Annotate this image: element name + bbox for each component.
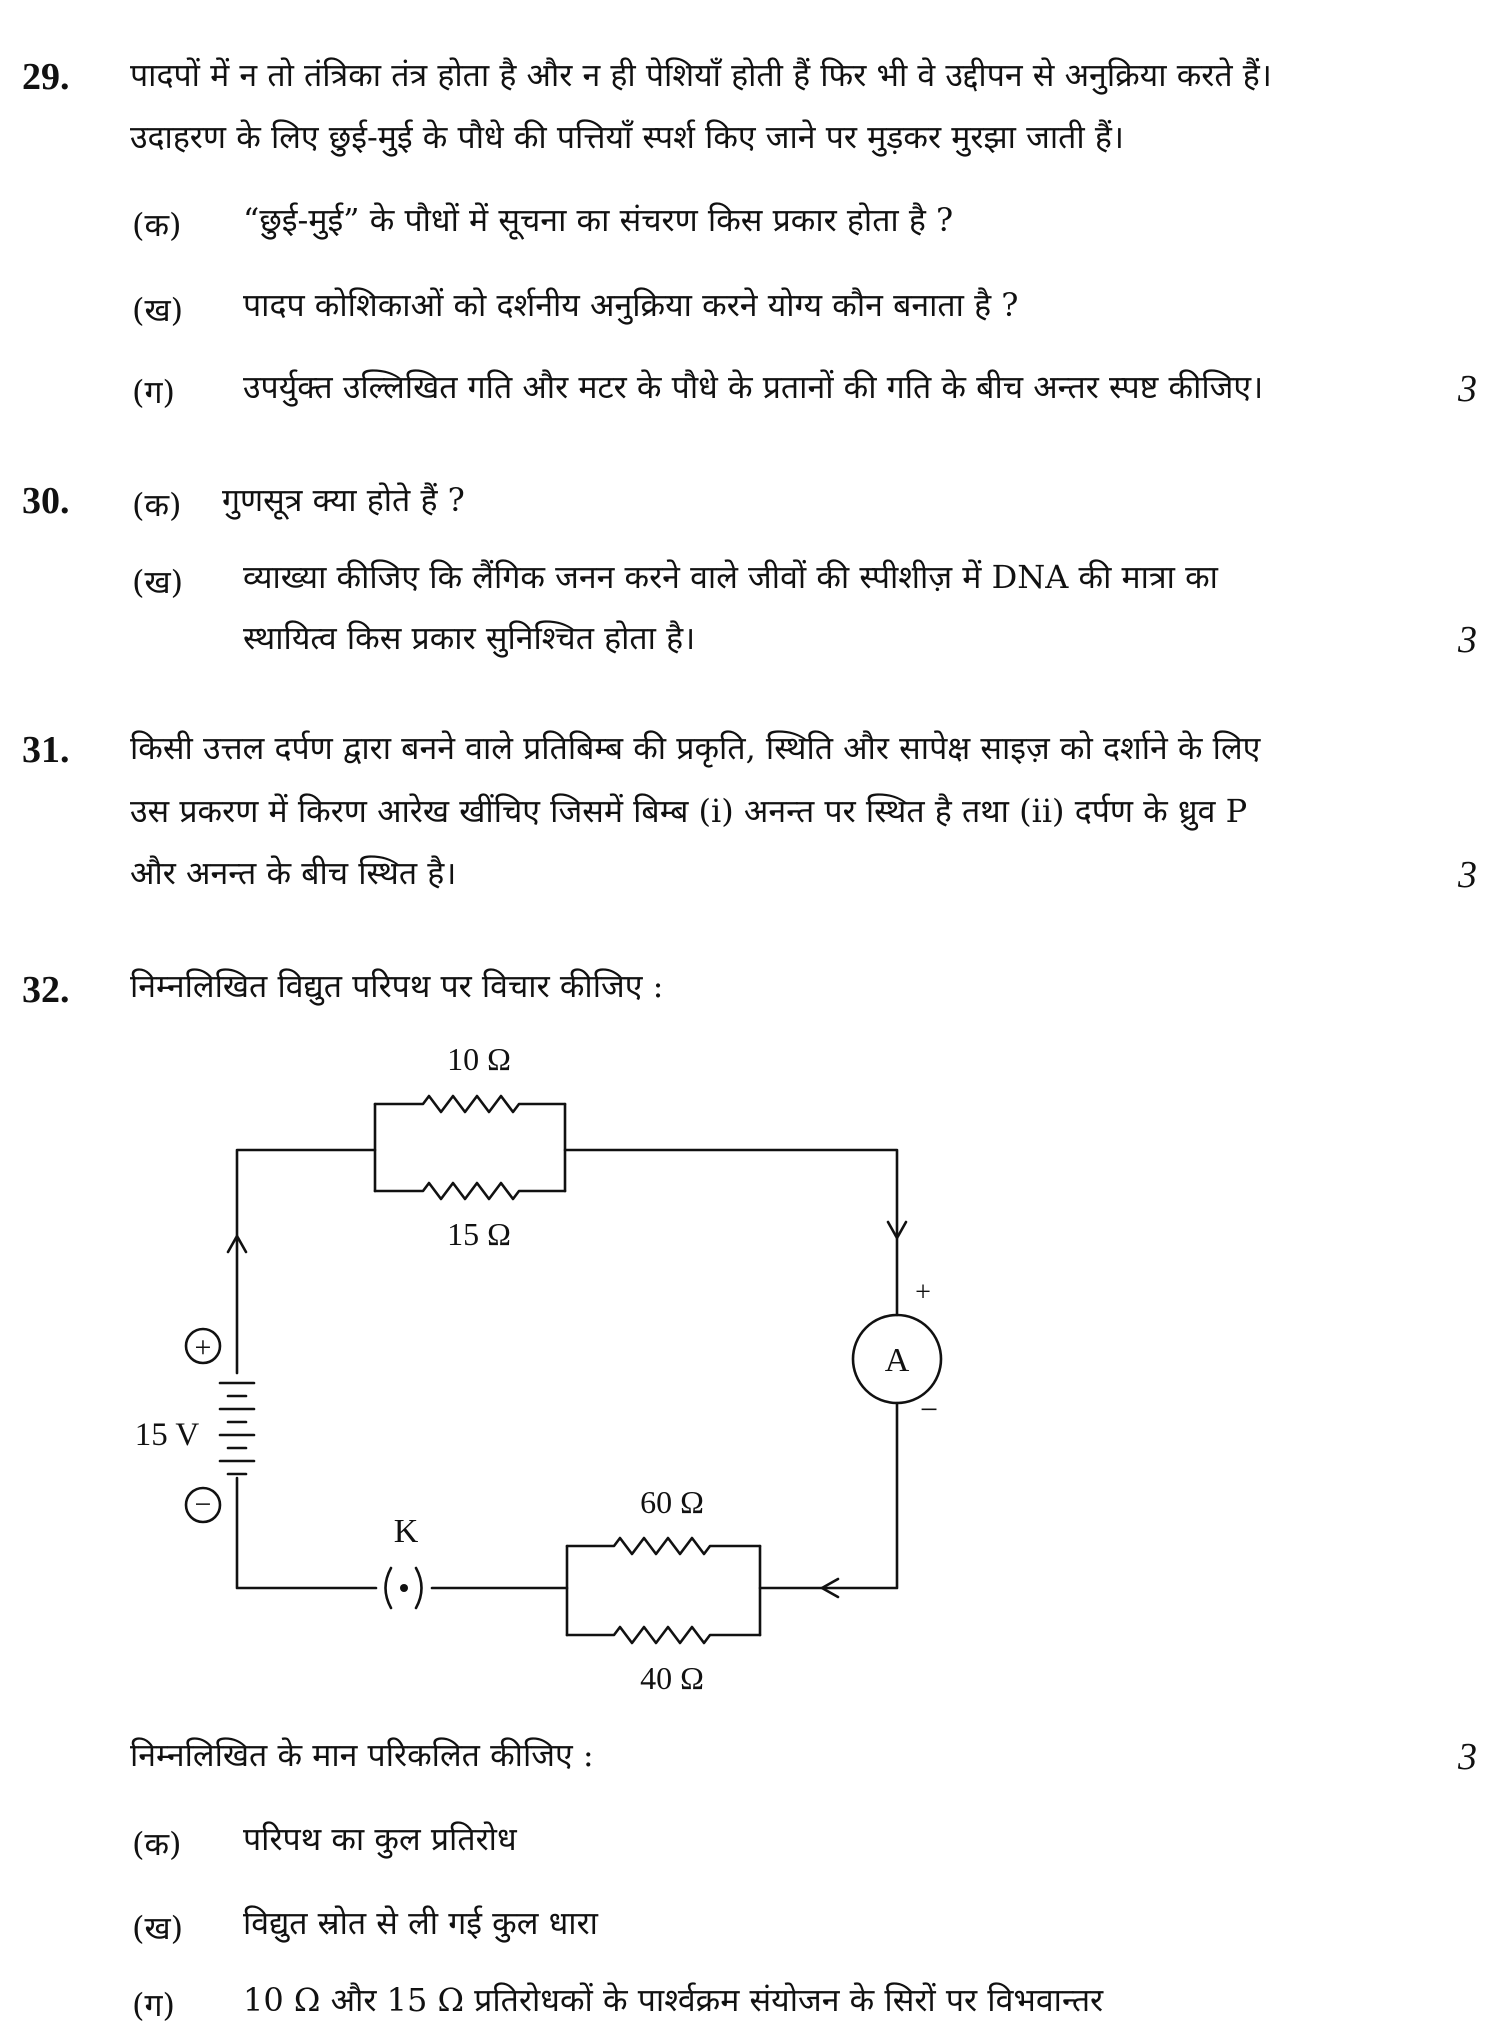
part-text: विद्युत स्रोत से ली गई कुल धारा	[243, 1904, 598, 1942]
resistor-label: 10 Ω	[447, 1041, 511, 1077]
wire	[760, 1403, 897, 1588]
question-text: उदाहरण के लिए छुई-मुई के पौधे की पत्तियाँ स्पर्श किए जाने पर मुड़कर मुरझा जाती हैं।	[130, 118, 1124, 156]
part-text: परिपथ का कुल प्रतिरोध	[243, 1820, 517, 1858]
key	[386, 1568, 392, 1608]
wire	[237, 1478, 376, 1588]
ammeter-label: A	[884, 1342, 910, 1379]
part-label: (ख)	[132, 291, 184, 329]
part-text: पादप कोशिकाओं को दर्शनीय अनुक्रिया करने योग्य कौन बनाता है ?	[243, 286, 1019, 324]
resistor-10-ohm	[375, 1096, 565, 1112]
part-text: उपर्युक्त उल्लिखित गति और मटर के पौधे के प्रतानों की गति के बीच अन्तर स्पष्ट कीजिए।	[243, 368, 1264, 406]
battery-plus-sign: +	[194, 1331, 212, 1364]
part-text: गुणसूत्र क्या होते हैं ?	[222, 481, 465, 519]
part-label: (ख)	[132, 1909, 184, 1947]
marks: 3	[1458, 619, 1477, 661]
part-label: (क)	[132, 1825, 182, 1863]
marks: 3	[1458, 368, 1477, 410]
question-number: 32.	[22, 969, 70, 1011]
key-label: K	[393, 1513, 419, 1550]
question-text: निम्नलिखित विद्युत परिपथ पर विचार कीजिए :	[130, 967, 664, 1005]
part-label: (ख)	[132, 563, 184, 601]
question-text: निम्नलिखित के मान परिकलित कीजिए :	[130, 1736, 594, 1774]
wire	[565, 1150, 897, 1315]
question-number: 31.	[22, 729, 70, 771]
battery-minus-sign: −	[194, 1488, 212, 1521]
ammeter-minus-sign: −	[919, 1391, 939, 1427]
part-label: (क)	[132, 206, 182, 244]
part-label: (ग)	[132, 373, 175, 411]
part-text: 10 Ω और 15 Ω प्रतिरोधकों के पार्श्वक्रम संयोजन के सिरों पर विभवान्तर	[243, 1981, 1104, 2019]
question-number: 29.	[22, 56, 70, 98]
marks: 3	[1458, 854, 1477, 896]
key-dot	[400, 1584, 408, 1592]
question-text: किसी उत्तल दर्पण द्वारा बनने वाले प्रतिबिम्ब की प्रकृति, स्थिति और सापेक्ष साइज़ को दर्शाने के लिए	[130, 729, 1261, 767]
resistor-60-ohm	[567, 1538, 760, 1554]
question-number: 30.	[22, 480, 70, 522]
resistor-15-ohm	[375, 1183, 565, 1199]
question-text: और अनन्त के बीच स्थित है।	[130, 854, 457, 892]
part-text: व्याख्या कीजिए कि लैंगिक जनन करने वाले जीवों की स्पीशीज़ में DNA की मात्रा का	[243, 558, 1218, 596]
resistor-40-ohm	[567, 1627, 760, 1643]
part-label: (क)	[132, 486, 182, 524]
part-label: (ग)	[132, 1986, 175, 2024]
resistor-label: 60 Ω	[640, 1484, 704, 1520]
battery-voltage-label: 15 V	[134, 1417, 200, 1453]
wire	[237, 1150, 375, 1373]
part-text: “छुई-मुई” के पौधों में सूचना का संचरण किस प्रकार होता है ?	[243, 201, 954, 239]
ammeter-plus-sign: +	[915, 1277, 931, 1308]
marks: 3	[1458, 1736, 1477, 1778]
part-text: स्थायित्व किस प्रकार सुनिश्चित होता है।	[243, 619, 696, 657]
question-text: पादपों में न तो तंत्रिका तंत्र होता है और न ही पेशियाँ होती हैं फिर भी वे उद्दीपन से अनुक्रिया करते हैं।	[130, 56, 1272, 94]
resistor-label: 40 Ω	[640, 1660, 704, 1696]
question-text: उस प्रकरण में किरण आरेख खींचिए जिसमें बिम्ब (i) अनन्त पर स्थित है तथा (ii) दर्पण के ध्रुव P	[130, 792, 1248, 830]
key	[416, 1568, 422, 1608]
resistor-label: 15 Ω	[447, 1216, 511, 1252]
